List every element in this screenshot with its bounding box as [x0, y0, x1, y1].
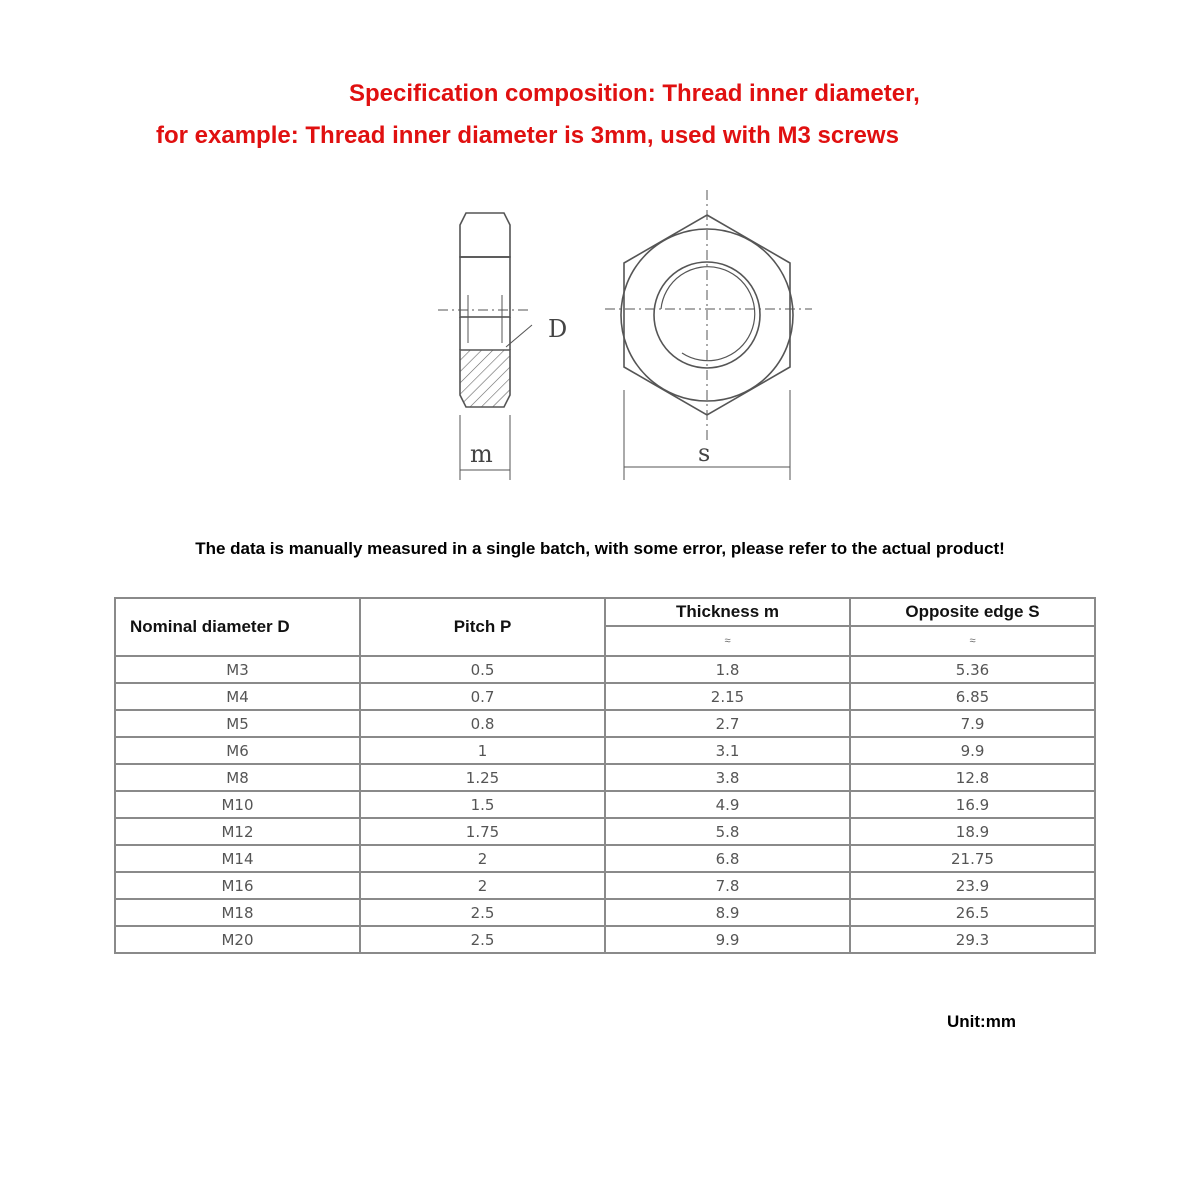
cell-thickness: 8.9	[605, 899, 850, 926]
cell-opposite-edge: 5.36	[850, 656, 1095, 683]
cell-nominal-diameter: M8	[115, 764, 360, 791]
cell-opposite-edge: 29.3	[850, 926, 1095, 953]
hex-nut-diagram	[420, 185, 820, 495]
front-view	[605, 190, 812, 480]
cell-pitch: 0.7	[360, 683, 605, 710]
cell-opposite-edge: 6.85	[850, 683, 1095, 710]
table-row	[115, 683, 1095, 710]
label-d: D	[548, 315, 568, 343]
cell-opposite-edge: 16.9	[850, 791, 1095, 818]
label-m: m	[470, 440, 493, 468]
table-row	[115, 926, 1095, 953]
cell-thickness: 4.9	[605, 791, 850, 818]
table-row	[115, 764, 1095, 791]
headline-line-2: for example: Thread inner diameter is 3mm, used with M3 screws	[156, 122, 899, 149]
cell-nominal-diameter: M3	[115, 656, 360, 683]
cell-pitch: 1	[360, 737, 605, 764]
cell-opposite-edge: 21.75	[850, 845, 1095, 872]
cell-opposite-edge: 9.9	[850, 737, 1095, 764]
cell-thickness: 9.9	[605, 926, 850, 953]
cell-pitch: 2.5	[360, 899, 605, 926]
table-row	[115, 899, 1095, 926]
table-row	[115, 845, 1095, 872]
cell-thickness: 3.8	[605, 764, 850, 791]
header-opposite-approx: ≈	[850, 626, 1095, 656]
cell-thickness: 2.7	[605, 710, 850, 737]
table-row	[115, 791, 1095, 818]
cell-pitch: 0.5	[360, 656, 605, 683]
cell-nominal-diameter: M5	[115, 710, 360, 737]
cell-nominal-diameter: M16	[115, 872, 360, 899]
cell-nominal-diameter: M4	[115, 683, 360, 710]
cell-thickness: 2.15	[605, 683, 850, 710]
cell-nominal-diameter: M18	[115, 899, 360, 926]
cell-opposite-edge: 26.5	[850, 899, 1095, 926]
table-row	[115, 656, 1095, 683]
table-row	[115, 737, 1095, 764]
measurement-note: The data is manually measured in a single batch, with some error, please refer to the actual product!	[195, 539, 1005, 558]
header-thickness: Thickness m	[605, 598, 850, 626]
cell-nominal-diameter: M14	[115, 845, 360, 872]
cell-thickness: 7.8	[605, 872, 850, 899]
cell-pitch: 1.75	[360, 818, 605, 845]
cell-pitch: 2	[360, 872, 605, 899]
spec-table-body	[115, 656, 1095, 953]
cell-thickness: 6.8	[605, 845, 850, 872]
cell-pitch: 1.5	[360, 791, 605, 818]
cell-nominal-diameter: M20	[115, 926, 360, 953]
cell-thickness: 5.8	[605, 818, 850, 845]
spec-table	[114, 597, 1096, 954]
cell-opposite-edge: 18.9	[850, 818, 1095, 845]
unit-label: Unit:mm	[947, 1012, 1016, 1031]
header-nominal-diameter: Nominal diameter D	[115, 598, 360, 656]
header-opposite-edge: Opposite edge S	[850, 598, 1095, 626]
header-thickness-approx: ≈	[605, 626, 850, 656]
cell-opposite-edge: 23.9	[850, 872, 1095, 899]
cell-nominal-diameter: M6	[115, 737, 360, 764]
cell-pitch: 1.25	[360, 764, 605, 791]
cell-nominal-diameter: M12	[115, 818, 360, 845]
cell-opposite-edge: 12.8	[850, 764, 1095, 791]
headline-line-1: Specification composition: Thread inner diameter,	[349, 80, 920, 107]
label-s: s	[698, 439, 711, 467]
cell-pitch: 2.5	[360, 926, 605, 953]
cell-pitch: 0.8	[360, 710, 605, 737]
cell-pitch: 2	[360, 845, 605, 872]
cell-opposite-edge: 7.9	[850, 710, 1095, 737]
table-row	[115, 872, 1095, 899]
cell-thickness: 1.8	[605, 656, 850, 683]
table-row	[115, 710, 1095, 737]
cell-nominal-diameter: M10	[115, 791, 360, 818]
cell-thickness: 3.1	[605, 737, 850, 764]
header-pitch: Pitch P	[360, 598, 605, 656]
table-row	[115, 818, 1095, 845]
